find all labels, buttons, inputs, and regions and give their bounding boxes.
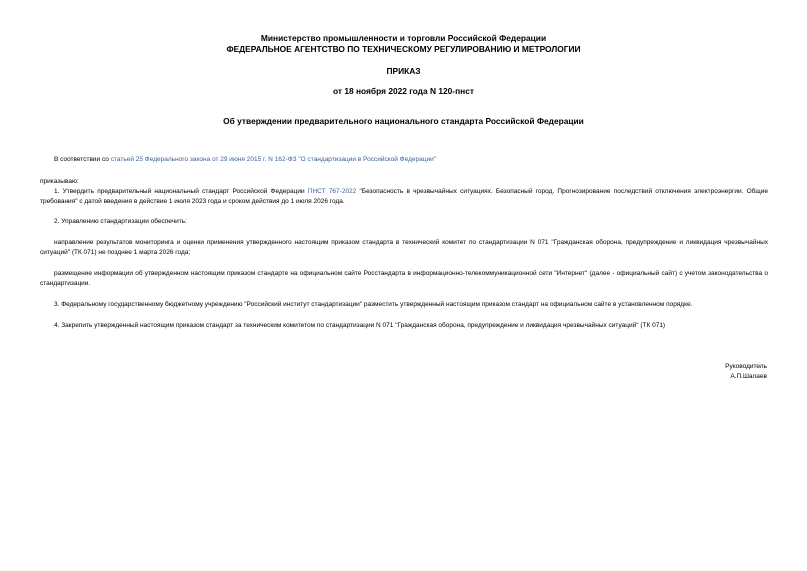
signatory-name: А.П.Шалаев [730,373,767,380]
ministry-heading: Министерство промышленности и торговли Российской Федерации [260,33,547,43]
document-title: Об утверждении предварительного национального стандарта Российской Федерации [223,116,584,126]
law-article-link[interactable]: статьей 25 Федерального закона от 29 июня 2015 г. N 162-ФЗ "О стандартизации в Российской Федерации" [110,156,437,163]
item-1 [40,187,768,207]
item-2-subitem-1: направление результатов мониторинга и оценки применения утвержденного настоящим приказом стандарта в технический комитет по стандартизации N 071 "Гражданская оборона, предупреждение и ликвидация чрезвычайных ситуаций" (ТК 071) не позднее 1 марта 2026 года; [40,239,768,256]
preamble [40,155,768,165]
item-1-suffix: "Безопасность в чрезвычайных ситуациях. Безопасный город. Прогнозирование последствий отключения электроэнергии. Общие требования" с датой введения в действие 1 июля 2023 года и сроком действия до 1 июля 2026 года. [40,188,768,205]
order-word: приказываю: [40,178,79,185]
document-type: ПРИКАЗ [386,66,421,76]
agency-heading: ФЕДЕРАЛЬНОЕ АГЕНТСТВО ПО ТЕХНИЧЕСКОМУ РЕГУЛИРОВАНИЮ И МЕТРОЛОГИИ [226,44,581,54]
item-2: 2. Управлению стандартизации обеспечить: [54,218,187,225]
signatory-role: Руководитель [725,363,767,370]
item-2-subitem-2: размещение информации об утвержденном настоящим приказом стандарте на официальном сайте Росстандарта в информационно-телекоммуникационной сети "Интернет" (далее - официальный сайт) с учетом законодательства о стандартизации. [40,270,768,287]
document-date-number: от 18 ноября 2022 года N 120-пнст [333,86,474,96]
standard-link[interactable]: ПНСТ 767-2022 [307,188,357,195]
item-4: 4. Закрепить утвержденный настоящим приказом стандарт за техническим комитетом по стандартизации N 071 "Гражданская оборона, предупреждение и ликвидация чрезвычайных ситуаций" (ТК 071) [54,322,666,329]
preamble-prefix: В соответствии со [54,156,111,163]
item-1-prefix: 1. Утвердить предварительный национальный стандарт Российской Федерации [54,188,308,195]
item-3: 3. Федеральному государственному бюджетному учреждению "Российский институт стандартизации" разместить утвержденный настоящим приказом стандарт на официальном сайте в установленном порядке. [54,301,693,308]
